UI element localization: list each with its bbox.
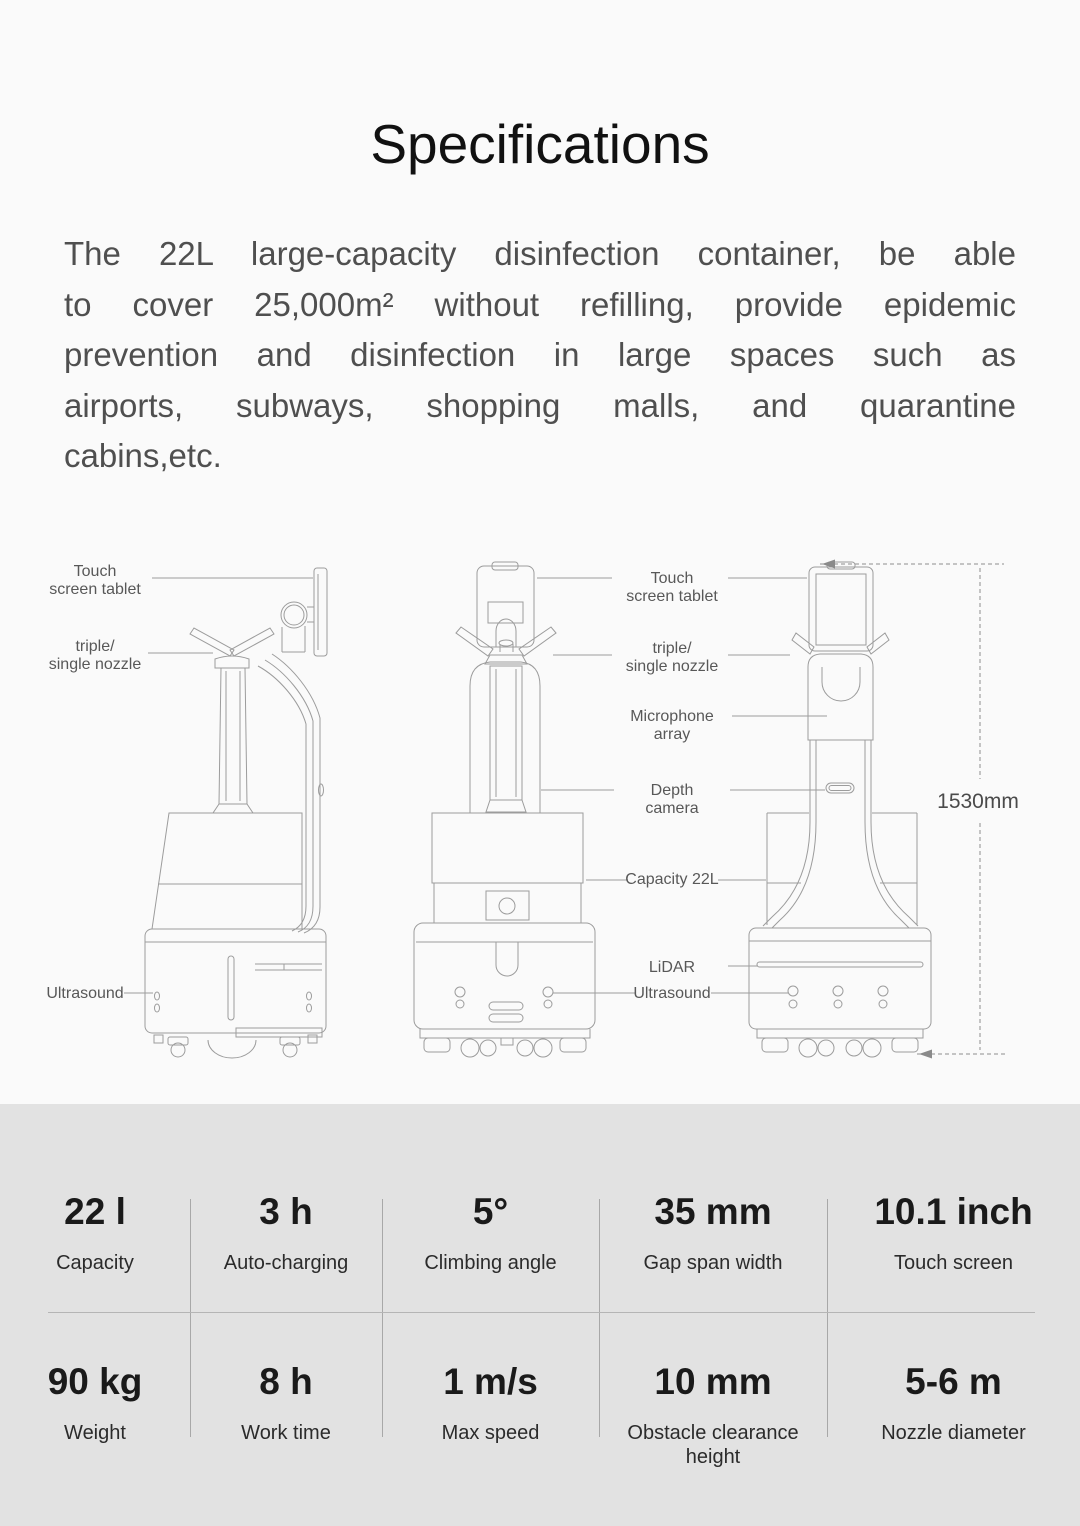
label-touch-screen-tablet-center: Touch screen tablet (626, 570, 718, 605)
spec-cell-auto-charging: 3 h Auto-charging (223, 1191, 349, 1274)
robot-side-view (145, 568, 327, 1058)
label-ultrasound-left: Ultrasound (46, 985, 124, 1002)
spec-cell-touch-screen: 10.1 inch Touch screen (874, 1191, 1033, 1274)
spec-cell-gap-span-width: 35 mm Gap span width (643, 1191, 783, 1274)
intro-line: prevention and disinfection in large spaces such as (64, 336, 1016, 373)
specs-section (0, 1104, 1080, 1526)
intro-line: airports, subways, shopping malls, and quarantine (64, 386, 1016, 424)
height-dimension-label: 1530mm (937, 790, 1019, 813)
label-depth-camera: Depth camera (645, 782, 699, 817)
label-nozzle-center: triple/ single nozzle (625, 640, 719, 675)
spec-cell-max-speed: 1 m/s Max speed (441, 1361, 540, 1444)
intro-line: to cover 25,000m² without refilling, provide epidemic (64, 285, 1016, 323)
robot-front-view (414, 562, 595, 1057)
label-microphone-array: Microphone array (630, 708, 714, 743)
label-lidar: LiDAR (648, 959, 696, 976)
label-ultrasound-center: Ultrasound (633, 985, 711, 1002)
intro-line: cabins,etc. (64, 437, 222, 474)
spec-cell-work-time: 8 h Work time (241, 1361, 331, 1444)
spec-cell-obstacle-clearance: 10 mm Obstacle clearance height (627, 1361, 799, 1468)
row-divider (48, 1312, 1035, 1313)
page-title: Specifications (370, 113, 710, 175)
spec-cell-capacity: 22 l Capacity (56, 1191, 134, 1274)
spec-cell-weight: 90 kg Weight (47, 1361, 143, 1444)
spec-cell-climbing-angle: 5° Climbing angle (424, 1191, 557, 1274)
label-touch-screen-tablet: Touch screen tablet (49, 563, 141, 598)
intro-paragraph (64, 229, 1016, 482)
intro-line: The 22L large-capacity disinfection container, be able (64, 235, 1016, 272)
label-capacity: Capacity 22L (625, 871, 719, 888)
label-nozzle: triple/ single nozzle (48, 638, 142, 673)
spec-cell-nozzle-diameter: 5-6 m Nozzle diameter (881, 1361, 1026, 1444)
